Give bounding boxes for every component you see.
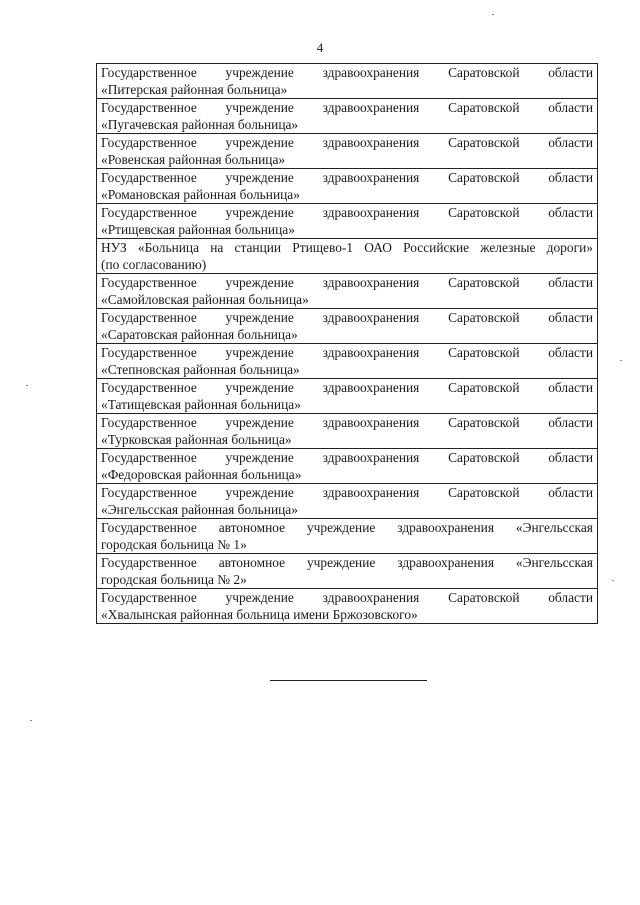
table-row <box>97 519 598 554</box>
word: ОАО <box>364 240 392 255</box>
word: Государственное <box>101 520 197 535</box>
institution-line-2: городская больница № 1» <box>101 537 247 552</box>
scan-speck <box>492 14 494 15</box>
word: учреждение <box>225 170 294 185</box>
institution-line-1 <box>101 134 593 151</box>
scan-speck <box>30 720 32 721</box>
institution-line-1 <box>101 554 593 571</box>
word: здравоохранения <box>397 520 494 535</box>
word: железные <box>480 240 536 255</box>
word: автономное <box>218 520 286 535</box>
word: учреждение <box>225 590 294 605</box>
word: здравоохранения <box>322 345 420 360</box>
table-row <box>97 589 598 624</box>
institution-line-2: «Ровенская районная больница» <box>101 152 286 167</box>
word: учреждение <box>225 275 294 290</box>
word: Государственное <box>101 100 197 115</box>
word: Саратовской <box>448 590 520 605</box>
word: «Больница <box>137 240 200 255</box>
scan-speck <box>26 385 28 386</box>
institution-line-1 <box>101 99 593 116</box>
word: области <box>548 135 593 150</box>
word: области <box>548 205 593 220</box>
word: Саратовской <box>448 170 520 185</box>
institution-line-1 <box>101 414 593 431</box>
table-row <box>97 169 598 204</box>
word: Государственное <box>101 415 197 430</box>
word: Государственное <box>101 65 197 80</box>
word: области <box>548 275 593 290</box>
word: Государственное <box>101 590 197 605</box>
word: здравоохранения <box>322 205 420 220</box>
closing-separator-line <box>270 680 427 681</box>
word: Саратовской <box>448 205 520 220</box>
word: Государственное <box>101 205 197 220</box>
word: Государственное <box>101 170 197 185</box>
word: здравоохранения <box>322 170 420 185</box>
word: Государственное <box>101 135 197 150</box>
word: учреждение <box>225 65 294 80</box>
word: автономное <box>218 555 286 570</box>
word: Государственное <box>101 485 197 500</box>
institution-line-2: «Самойловская районная больница» <box>101 292 309 307</box>
institution-cell <box>97 554 598 589</box>
table-row <box>97 554 598 589</box>
word: здравоохранения <box>322 310 420 325</box>
table-body <box>97 64 598 624</box>
institution-line-1 <box>101 449 593 466</box>
word: учреждение <box>225 380 294 395</box>
word: Саратовской <box>448 380 520 395</box>
institution-line-1 <box>101 169 593 186</box>
scan-speck <box>612 580 614 581</box>
word: Саратовской <box>448 345 520 360</box>
word: области <box>548 415 593 430</box>
institution-line-2: «Ртищевская районная больница» <box>101 222 295 237</box>
table-row <box>97 379 598 414</box>
institution-line-1 <box>101 309 593 326</box>
table-row <box>97 204 598 239</box>
institution-cell <box>97 239 598 274</box>
institution-line-2: «Татищевская районная больница» <box>101 397 301 412</box>
word: Государственное <box>101 310 197 325</box>
word: Саратовской <box>448 275 520 290</box>
word: дороги» <box>546 240 593 255</box>
word: здравоохранения <box>322 380 420 395</box>
word: здравоохранения <box>322 135 420 150</box>
institution-cell <box>97 204 598 239</box>
word: области <box>548 450 593 465</box>
word: области <box>548 170 593 185</box>
word: здравоохранения <box>322 100 420 115</box>
word: здравоохранения <box>322 485 420 500</box>
word: НУЗ <box>101 240 127 255</box>
word: учреждение <box>225 415 294 430</box>
word: учреждение <box>225 135 294 150</box>
institution-cell <box>97 484 598 519</box>
institutions-table <box>96 63 598 624</box>
institution-line-1 <box>101 344 593 361</box>
word: Саратовской <box>448 485 520 500</box>
institution-cell <box>97 379 598 414</box>
word: Саратовской <box>448 450 520 465</box>
institution-cell <box>97 64 598 99</box>
word: области <box>548 100 593 115</box>
table-row <box>97 309 598 344</box>
word: учреждение <box>306 555 376 570</box>
word: Саратовской <box>448 135 520 150</box>
institution-line-2: «Саратовская районная больница» <box>101 327 298 342</box>
word: области <box>548 380 593 395</box>
institution-line-2: «Романовская районная больница» <box>101 187 300 202</box>
table-row <box>97 344 598 379</box>
word: Государственное <box>101 345 197 360</box>
word: Государственное <box>101 555 197 570</box>
word: здравоохранения <box>322 65 420 80</box>
word: здравоохранения <box>322 275 420 290</box>
institution-cell <box>97 99 598 134</box>
word: Ртищево-1 <box>292 240 354 255</box>
table-row <box>97 274 598 309</box>
word: Государственное <box>101 275 197 290</box>
table-row <box>97 414 598 449</box>
word: учреждение <box>306 520 376 535</box>
institution-line-2: «Турковская районная больница» <box>101 432 292 447</box>
page-number: 4 <box>316 40 324 55</box>
word: области <box>548 65 593 80</box>
table-row <box>97 64 598 99</box>
word: области <box>548 310 593 325</box>
institution-line-1 <box>101 519 593 536</box>
institution-line-2: городская больница № 2» <box>101 572 247 587</box>
table-row <box>97 99 598 134</box>
institution-line-1 <box>101 484 593 501</box>
word: «Энгельсская <box>515 520 593 535</box>
institution-cell <box>97 414 598 449</box>
institution-line-1 <box>101 64 593 81</box>
institution-line-2: «Питерская районная больница» <box>101 82 288 97</box>
word: «Энгельсская <box>515 555 593 570</box>
word: Государственное <box>101 450 197 465</box>
word: учреждение <box>225 485 294 500</box>
institution-cell <box>97 309 598 344</box>
word: здравоохранения <box>322 415 420 430</box>
word: здравоохранения <box>322 450 420 465</box>
word: учреждение <box>225 450 294 465</box>
institution-line-2: «Хвалынская районная больница имени Бржозовского» <box>101 607 418 622</box>
word: учреждение <box>225 205 294 220</box>
institution-line-2: «Степновская районная больница» <box>101 362 300 377</box>
institution-line-2: (по согласованию) <box>101 257 207 272</box>
word: области <box>548 590 593 605</box>
institution-cell <box>97 274 598 309</box>
institution-line-1 <box>101 239 593 256</box>
scan-speck <box>620 360 622 361</box>
table-row <box>97 484 598 519</box>
table-row <box>97 239 598 274</box>
word: Государственное <box>101 380 197 395</box>
word: здравоохранения <box>397 555 494 570</box>
word: учреждение <box>225 100 294 115</box>
word: Саратовской <box>448 415 520 430</box>
word: на <box>210 240 224 255</box>
word: Саратовской <box>448 310 520 325</box>
institution-line-1 <box>101 274 593 291</box>
word: Российские <box>403 240 470 255</box>
word: Саратовской <box>448 100 520 115</box>
institution-cell <box>97 519 598 554</box>
word: станции <box>234 240 282 255</box>
word: здравоохранения <box>322 590 420 605</box>
word: учреждение <box>225 310 294 325</box>
institution-line-1 <box>101 204 593 221</box>
word: области <box>548 485 593 500</box>
institution-cell <box>97 344 598 379</box>
institution-line-2: «Пугачевская районная больница» <box>101 117 299 132</box>
table-row <box>97 449 598 484</box>
institution-line-2: «Энгельсская районная больница» <box>101 502 298 517</box>
word: Саратовской <box>448 65 520 80</box>
institution-line-1 <box>101 589 593 606</box>
table-row <box>97 134 598 169</box>
word: области <box>548 345 593 360</box>
institution-line-2: «Федоровская районная больница» <box>101 467 302 482</box>
institution-cell <box>97 169 598 204</box>
institution-cell <box>97 589 598 624</box>
word: учреждение <box>225 345 294 360</box>
institution-cell <box>97 449 598 484</box>
institution-cell <box>97 134 598 169</box>
institution-line-1 <box>101 379 593 396</box>
